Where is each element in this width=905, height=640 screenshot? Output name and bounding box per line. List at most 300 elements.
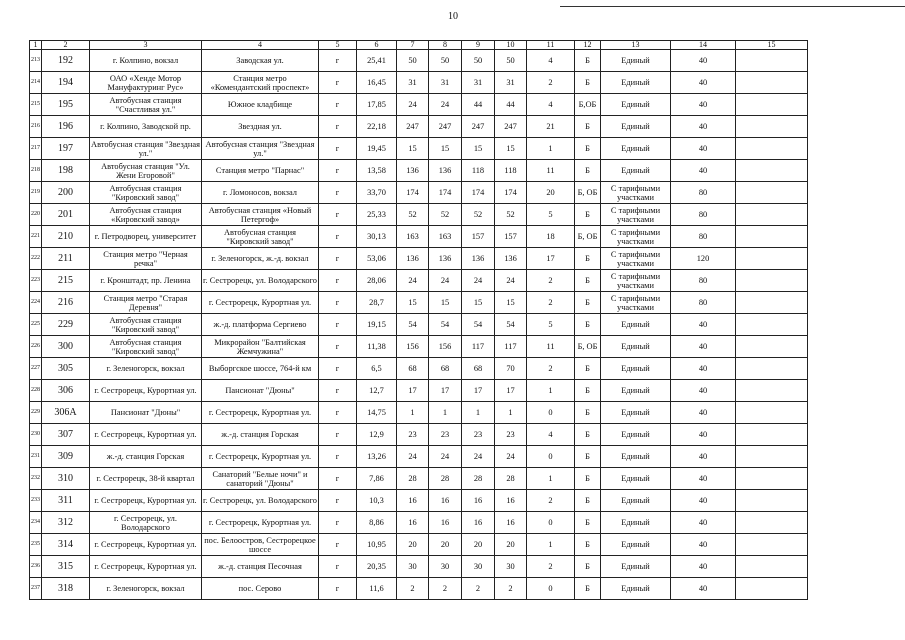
table-cell: 40	[671, 512, 736, 534]
table-cell: 221	[30, 226, 42, 248]
table-cell: 52	[495, 204, 527, 226]
table-cell: 163	[429, 226, 462, 248]
table-cell: 53,06	[357, 248, 397, 270]
column-number: 15	[736, 41, 808, 50]
table-cell: г. Сестрорецк, Курортная ул.	[90, 556, 202, 578]
table-cell: 214	[30, 72, 42, 94]
table-cell: 40	[671, 578, 736, 600]
table-cell: 10,3	[357, 490, 397, 512]
table-cell: 218	[30, 160, 42, 182]
table-cell: 156	[429, 336, 462, 358]
table-cell: Б	[575, 204, 601, 226]
table-cell: Автобусная станция «Новый Петергоф»	[202, 204, 319, 226]
table-cell	[736, 204, 808, 226]
table-cell: 1	[462, 402, 495, 424]
table-cell	[736, 94, 808, 116]
table-cell: 194	[42, 72, 90, 94]
table-cell: 16	[495, 512, 527, 534]
table-cell: Единый	[601, 402, 671, 424]
table-cell: 23	[397, 424, 429, 446]
table-cell: 174	[462, 182, 495, 204]
table-cell: 24	[429, 270, 462, 292]
table-cell: 247	[495, 116, 527, 138]
table-cell: пос. Серово	[202, 578, 319, 600]
table-cell: 2	[527, 270, 575, 292]
table-cell	[736, 402, 808, 424]
table-cell: 10,95	[357, 534, 397, 556]
table-cell: 11	[527, 160, 575, 182]
table-cell: г. Петродворец, университет	[90, 226, 202, 248]
table-row	[30, 204, 808, 226]
table-cell: 2	[527, 556, 575, 578]
table-cell: 174	[495, 182, 527, 204]
table-cell: 68	[397, 358, 429, 380]
table-cell: г	[319, 50, 357, 72]
table-cell: Б	[575, 292, 601, 314]
table-cell: 314	[42, 534, 90, 556]
table-cell: Станция метро "Старая Деревня"	[90, 292, 202, 314]
table-cell: 11,38	[357, 336, 397, 358]
table-cell: 54	[495, 314, 527, 336]
table-cell: 24	[429, 446, 462, 468]
table-cell: 174	[397, 182, 429, 204]
table-cell: 17	[397, 380, 429, 402]
table-cell: Единый	[601, 534, 671, 556]
table-cell	[736, 160, 808, 182]
table-cell: 40	[671, 160, 736, 182]
table-cell: 195	[42, 94, 90, 116]
table-cell: г. Сестрорецк, ул. Володарского	[202, 270, 319, 292]
table-cell: г	[319, 292, 357, 314]
table-cell: 225	[30, 314, 42, 336]
table-cell: 30,13	[357, 226, 397, 248]
table-cell: 40	[671, 402, 736, 424]
table-cell: 306А	[42, 402, 90, 424]
table-cell: г. Сестрорецк, ул. Володарского	[90, 512, 202, 534]
table-cell: г. Сестрорецк, Курортная ул.	[90, 380, 202, 402]
table-cell: г	[319, 204, 357, 226]
table-cell: 136	[429, 248, 462, 270]
table-cell: 40	[671, 138, 736, 160]
table-cell: Б,ОБ	[575, 94, 601, 116]
table-cell: 52	[429, 204, 462, 226]
table-cell: 28,7	[357, 292, 397, 314]
table-cell: 118	[462, 160, 495, 182]
table-cell: 15	[495, 138, 527, 160]
table-cell: 20,35	[357, 556, 397, 578]
table-cell: Автобусная станция "Кировский завод"	[90, 182, 202, 204]
table-cell: ж.-д. станция Горская	[202, 424, 319, 446]
table-cell: г	[319, 226, 357, 248]
table-cell: 236	[30, 556, 42, 578]
table-cell: 40	[671, 358, 736, 380]
table-cell: 16	[495, 490, 527, 512]
table-cell: 136	[495, 248, 527, 270]
table-cell: 11,6	[357, 578, 397, 600]
table-cell: 23	[462, 424, 495, 446]
table-cell: 17	[429, 380, 462, 402]
table-cell: С тарифными участками	[601, 226, 671, 248]
table-cell: 198	[42, 160, 90, 182]
table-cell: Единый	[601, 446, 671, 468]
table-cell	[736, 270, 808, 292]
table-cell: Станция метро "Парнас"	[202, 160, 319, 182]
column-number: 10	[495, 41, 527, 50]
table-cell: 16	[462, 490, 495, 512]
table-cell: г	[319, 248, 357, 270]
table-cell: г	[319, 424, 357, 446]
table-cell: г. Сестрорецк, Курортная ул.	[202, 512, 319, 534]
table-cell: 30	[495, 556, 527, 578]
table-cell: Единый	[601, 424, 671, 446]
table-cell	[736, 248, 808, 270]
table-cell: г. Ломоносов, вокзал	[202, 182, 319, 204]
table-cell: Б, ОБ	[575, 226, 601, 248]
table-cell: 311	[42, 490, 90, 512]
table-cell: 2	[527, 292, 575, 314]
table-cell: г	[319, 314, 357, 336]
table-cell: 222	[30, 248, 42, 270]
table-cell: Б	[575, 138, 601, 160]
table-cell: Заводская ул.	[202, 50, 319, 72]
table-cell: С тарифными участками	[601, 292, 671, 314]
table-row	[30, 380, 808, 402]
table-cell: г	[319, 72, 357, 94]
table-cell: 117	[462, 336, 495, 358]
table-cell: 2	[527, 358, 575, 380]
table-row	[30, 94, 808, 116]
table-cell: г. Зеленогорск, вокзал	[90, 358, 202, 380]
table-cell: Пансионат "Дюны"	[90, 402, 202, 424]
table-cell: 21	[527, 116, 575, 138]
table-cell: 174	[429, 182, 462, 204]
table-cell: Б	[575, 358, 601, 380]
table-cell: Б	[575, 270, 601, 292]
table-cell: 20	[429, 534, 462, 556]
table-cell: 33,70	[357, 182, 397, 204]
table-cell: 68	[429, 358, 462, 380]
table-cell: Б	[575, 490, 601, 512]
table-cell	[736, 490, 808, 512]
table-cell: 120	[671, 248, 736, 270]
table-cell: 24	[495, 446, 527, 468]
table-cell: 31	[462, 72, 495, 94]
table-cell: 0	[527, 446, 575, 468]
table-cell: 20	[397, 534, 429, 556]
table-cell: 40	[671, 534, 736, 556]
table-cell: 30	[429, 556, 462, 578]
table-cell: 44	[462, 94, 495, 116]
table-cell: г. Сестрорецк, Курортная ул.	[202, 402, 319, 424]
table-cell	[736, 358, 808, 380]
table-cell: Пансионат "Дюны"	[202, 380, 319, 402]
table-cell: С тарифными участками	[601, 270, 671, 292]
table-cell: 17	[495, 380, 527, 402]
table-row	[30, 116, 808, 138]
table-cell: 50	[462, 50, 495, 72]
table-cell: 157	[495, 226, 527, 248]
table-cell: г	[319, 556, 357, 578]
table-cell: 13,26	[357, 446, 397, 468]
table-cell: 15	[397, 292, 429, 314]
table-cell: Б	[575, 578, 601, 600]
column-number: 5	[319, 41, 357, 50]
table-cell: 52	[397, 204, 429, 226]
table-row	[30, 72, 808, 94]
table-cell: 31	[495, 72, 527, 94]
table-cell: 2	[527, 490, 575, 512]
table-cell: 40	[671, 380, 736, 402]
table-cell: 16	[462, 512, 495, 534]
table-cell: 68	[462, 358, 495, 380]
table-cell: 54	[462, 314, 495, 336]
table-cell: 17,85	[357, 94, 397, 116]
table-cell: 156	[397, 336, 429, 358]
table-cell: С тарифными участками	[601, 182, 671, 204]
column-number: 4	[202, 41, 319, 50]
table-cell: Б	[575, 72, 601, 94]
table-cell: 192	[42, 50, 90, 72]
table-cell: 2	[495, 578, 527, 600]
table-cell: 213	[30, 50, 42, 72]
table-cell: 1	[527, 468, 575, 490]
table-cell: Станция метро "Черная речка"	[90, 248, 202, 270]
table-cell: 219	[30, 182, 42, 204]
table-cell	[736, 512, 808, 534]
table-cell: 12,7	[357, 380, 397, 402]
column-number: 14	[671, 41, 736, 50]
table-cell: 4	[527, 94, 575, 116]
table-cell: Автобусная станция "Ул. Жени Егоровой"	[90, 160, 202, 182]
table-cell: 229	[42, 314, 90, 336]
table-cell: г	[319, 94, 357, 116]
table-row	[30, 446, 808, 468]
table-cell: 20	[495, 534, 527, 556]
table-cell: Станция метро «Комендантский проспект»	[202, 72, 319, 94]
table-cell	[736, 72, 808, 94]
table-row	[30, 292, 808, 314]
table-cell: 215	[42, 270, 90, 292]
table-cell: Санаторий "Белые ночи" и санаторий "Дюны"	[202, 468, 319, 490]
table-cell: 20	[527, 182, 575, 204]
table-cell: 28	[429, 468, 462, 490]
table-cell: 15	[429, 138, 462, 160]
table-cell: Единый	[601, 94, 671, 116]
table-cell: 24	[429, 94, 462, 116]
table-cell: г. Сестрорецк, Курортная ул.	[90, 424, 202, 446]
table-cell: 40	[671, 50, 736, 72]
table-cell: г	[319, 490, 357, 512]
table-cell: Единый	[601, 556, 671, 578]
table-cell	[736, 336, 808, 358]
table-cell: 40	[671, 556, 736, 578]
table-cell: 25,41	[357, 50, 397, 72]
table-cell: 40	[671, 336, 736, 358]
table-cell: 80	[671, 204, 736, 226]
column-number: 11	[527, 41, 575, 50]
table-cell: 2	[429, 578, 462, 600]
column-number: 3	[90, 41, 202, 50]
table-cell: 5	[527, 204, 575, 226]
table-cell: С тарифными участками	[601, 204, 671, 226]
table-cell: г	[319, 160, 357, 182]
table-cell: г	[319, 512, 357, 534]
table-row	[30, 402, 808, 424]
table-cell: 312	[42, 512, 90, 534]
table-cell: ж.-д. станция Песочная	[202, 556, 319, 578]
table-cell	[736, 380, 808, 402]
table-cell: г. Сестрорецк, Курортная ул.	[202, 446, 319, 468]
table-cell: 40	[671, 468, 736, 490]
table-row	[30, 336, 808, 358]
table-cell: 223	[30, 270, 42, 292]
table-cell: 31	[397, 72, 429, 94]
table-cell: Автобусная станция "Счастливая ул."	[90, 94, 202, 116]
table-cell: 28	[495, 468, 527, 490]
table-cell: 15	[495, 292, 527, 314]
column-number: 9	[462, 41, 495, 50]
table-cell: 232	[30, 468, 42, 490]
table-cell: 300	[42, 336, 90, 358]
table-cell: Единый	[601, 358, 671, 380]
table-cell: г	[319, 182, 357, 204]
table-cell: Б	[575, 116, 601, 138]
table-cell: 23	[429, 424, 462, 446]
table-cell: Единый	[601, 50, 671, 72]
table-cell: 23	[495, 424, 527, 446]
table-cell: 211	[42, 248, 90, 270]
table-cell: 4	[527, 50, 575, 72]
table-cell: 117	[495, 336, 527, 358]
table-cell: Б	[575, 534, 601, 556]
table-cell: 19,45	[357, 138, 397, 160]
table-cell: 0	[527, 578, 575, 600]
table-cell: 1	[495, 402, 527, 424]
table-cell: 24	[397, 270, 429, 292]
table-cell: Единый	[601, 160, 671, 182]
table-cell: 80	[671, 292, 736, 314]
column-number: 6	[357, 41, 397, 50]
column-number: 7	[397, 41, 429, 50]
table-cell: 7,86	[357, 468, 397, 490]
table-cell: 40	[671, 116, 736, 138]
table-cell: 1	[527, 138, 575, 160]
table-cell: 52	[462, 204, 495, 226]
routes-table	[29, 40, 808, 600]
table-cell: 1	[397, 402, 429, 424]
table-cell: 235	[30, 534, 42, 556]
table-cell: Б	[575, 160, 601, 182]
table-cell	[736, 226, 808, 248]
table-cell: г. Сестрорецк, 38-й квартал	[90, 468, 202, 490]
table-cell: г	[319, 402, 357, 424]
table-cell: 22,18	[357, 116, 397, 138]
table-cell: Б	[575, 556, 601, 578]
table-cell: 197	[42, 138, 90, 160]
table-cell: г	[319, 468, 357, 490]
table-cell: 247	[462, 116, 495, 138]
table-cell: г	[319, 578, 357, 600]
table-cell: Б	[575, 50, 601, 72]
column-number: 12	[575, 41, 601, 50]
table-cell: 201	[42, 204, 90, 226]
table-cell: 118	[495, 160, 527, 182]
table-cell: 307	[42, 424, 90, 446]
table-row	[30, 50, 808, 72]
table-cell: 54	[429, 314, 462, 336]
table-cell: 196	[42, 116, 90, 138]
column-number: 2	[42, 41, 90, 50]
table-row	[30, 160, 808, 182]
table-cell: Б	[575, 402, 601, 424]
table-cell: 215	[30, 94, 42, 116]
table-cell: 17	[527, 248, 575, 270]
table-cell: 24	[462, 446, 495, 468]
table-cell: 17	[462, 380, 495, 402]
table-cell: 157	[462, 226, 495, 248]
table-cell: 228	[30, 380, 42, 402]
table-cell: 306	[42, 380, 90, 402]
table-cell: 8,86	[357, 512, 397, 534]
table-cell: 24	[397, 94, 429, 116]
table-cell: 136	[462, 248, 495, 270]
table-cell: г	[319, 336, 357, 358]
table-cell: 309	[42, 446, 90, 468]
table-cell: 247	[397, 116, 429, 138]
table-cell: Звездная ул.	[202, 116, 319, 138]
table-cell: 315	[42, 556, 90, 578]
table-cell: 40	[671, 446, 736, 468]
table-cell: 50	[495, 50, 527, 72]
table-cell	[736, 468, 808, 490]
table-row	[30, 248, 808, 270]
table-cell	[736, 292, 808, 314]
table-cell: Автобусная станция "Звездная ул."	[202, 138, 319, 160]
table-cell: 15	[397, 138, 429, 160]
table-cell: 40	[671, 490, 736, 512]
table-cell: 224	[30, 292, 42, 314]
table-cell: Автобусная станция "Кировский завод"	[90, 314, 202, 336]
table-cell: 234	[30, 512, 42, 534]
table-cell: 15	[462, 292, 495, 314]
table-row	[30, 226, 808, 248]
table-cell	[736, 424, 808, 446]
table-cell: 30	[397, 556, 429, 578]
table-cell: 0	[527, 512, 575, 534]
table-cell: 50	[397, 50, 429, 72]
table-cell: 1	[527, 380, 575, 402]
table-cell: Выборгское шоссе, 764-й км	[202, 358, 319, 380]
table-cell: Микрорайон "Балтийская Жемчужина"	[202, 336, 319, 358]
table-cell: 50	[429, 50, 462, 72]
table-row	[30, 314, 808, 336]
column-number: 1	[30, 41, 42, 50]
header-row	[30, 41, 808, 50]
table-cell: С тарифными участками	[601, 248, 671, 270]
table-cell: г. Колпино, Заводской пр.	[90, 116, 202, 138]
table-cell: 5	[527, 314, 575, 336]
table-cell: 318	[42, 578, 90, 600]
table-cell: 44	[495, 94, 527, 116]
table-cell: 40	[671, 314, 736, 336]
table-cell: г. Колпино, вокзал	[90, 50, 202, 72]
table-cell: Б	[575, 314, 601, 336]
table-cell: 16,45	[357, 72, 397, 94]
table-cell: 16	[429, 490, 462, 512]
table-cell: г. Сестрорецк, Курортная ул.	[90, 534, 202, 556]
table-cell: г. Зеленогорск, ж.-д. вокзал	[202, 248, 319, 270]
top-rule	[560, 6, 905, 7]
